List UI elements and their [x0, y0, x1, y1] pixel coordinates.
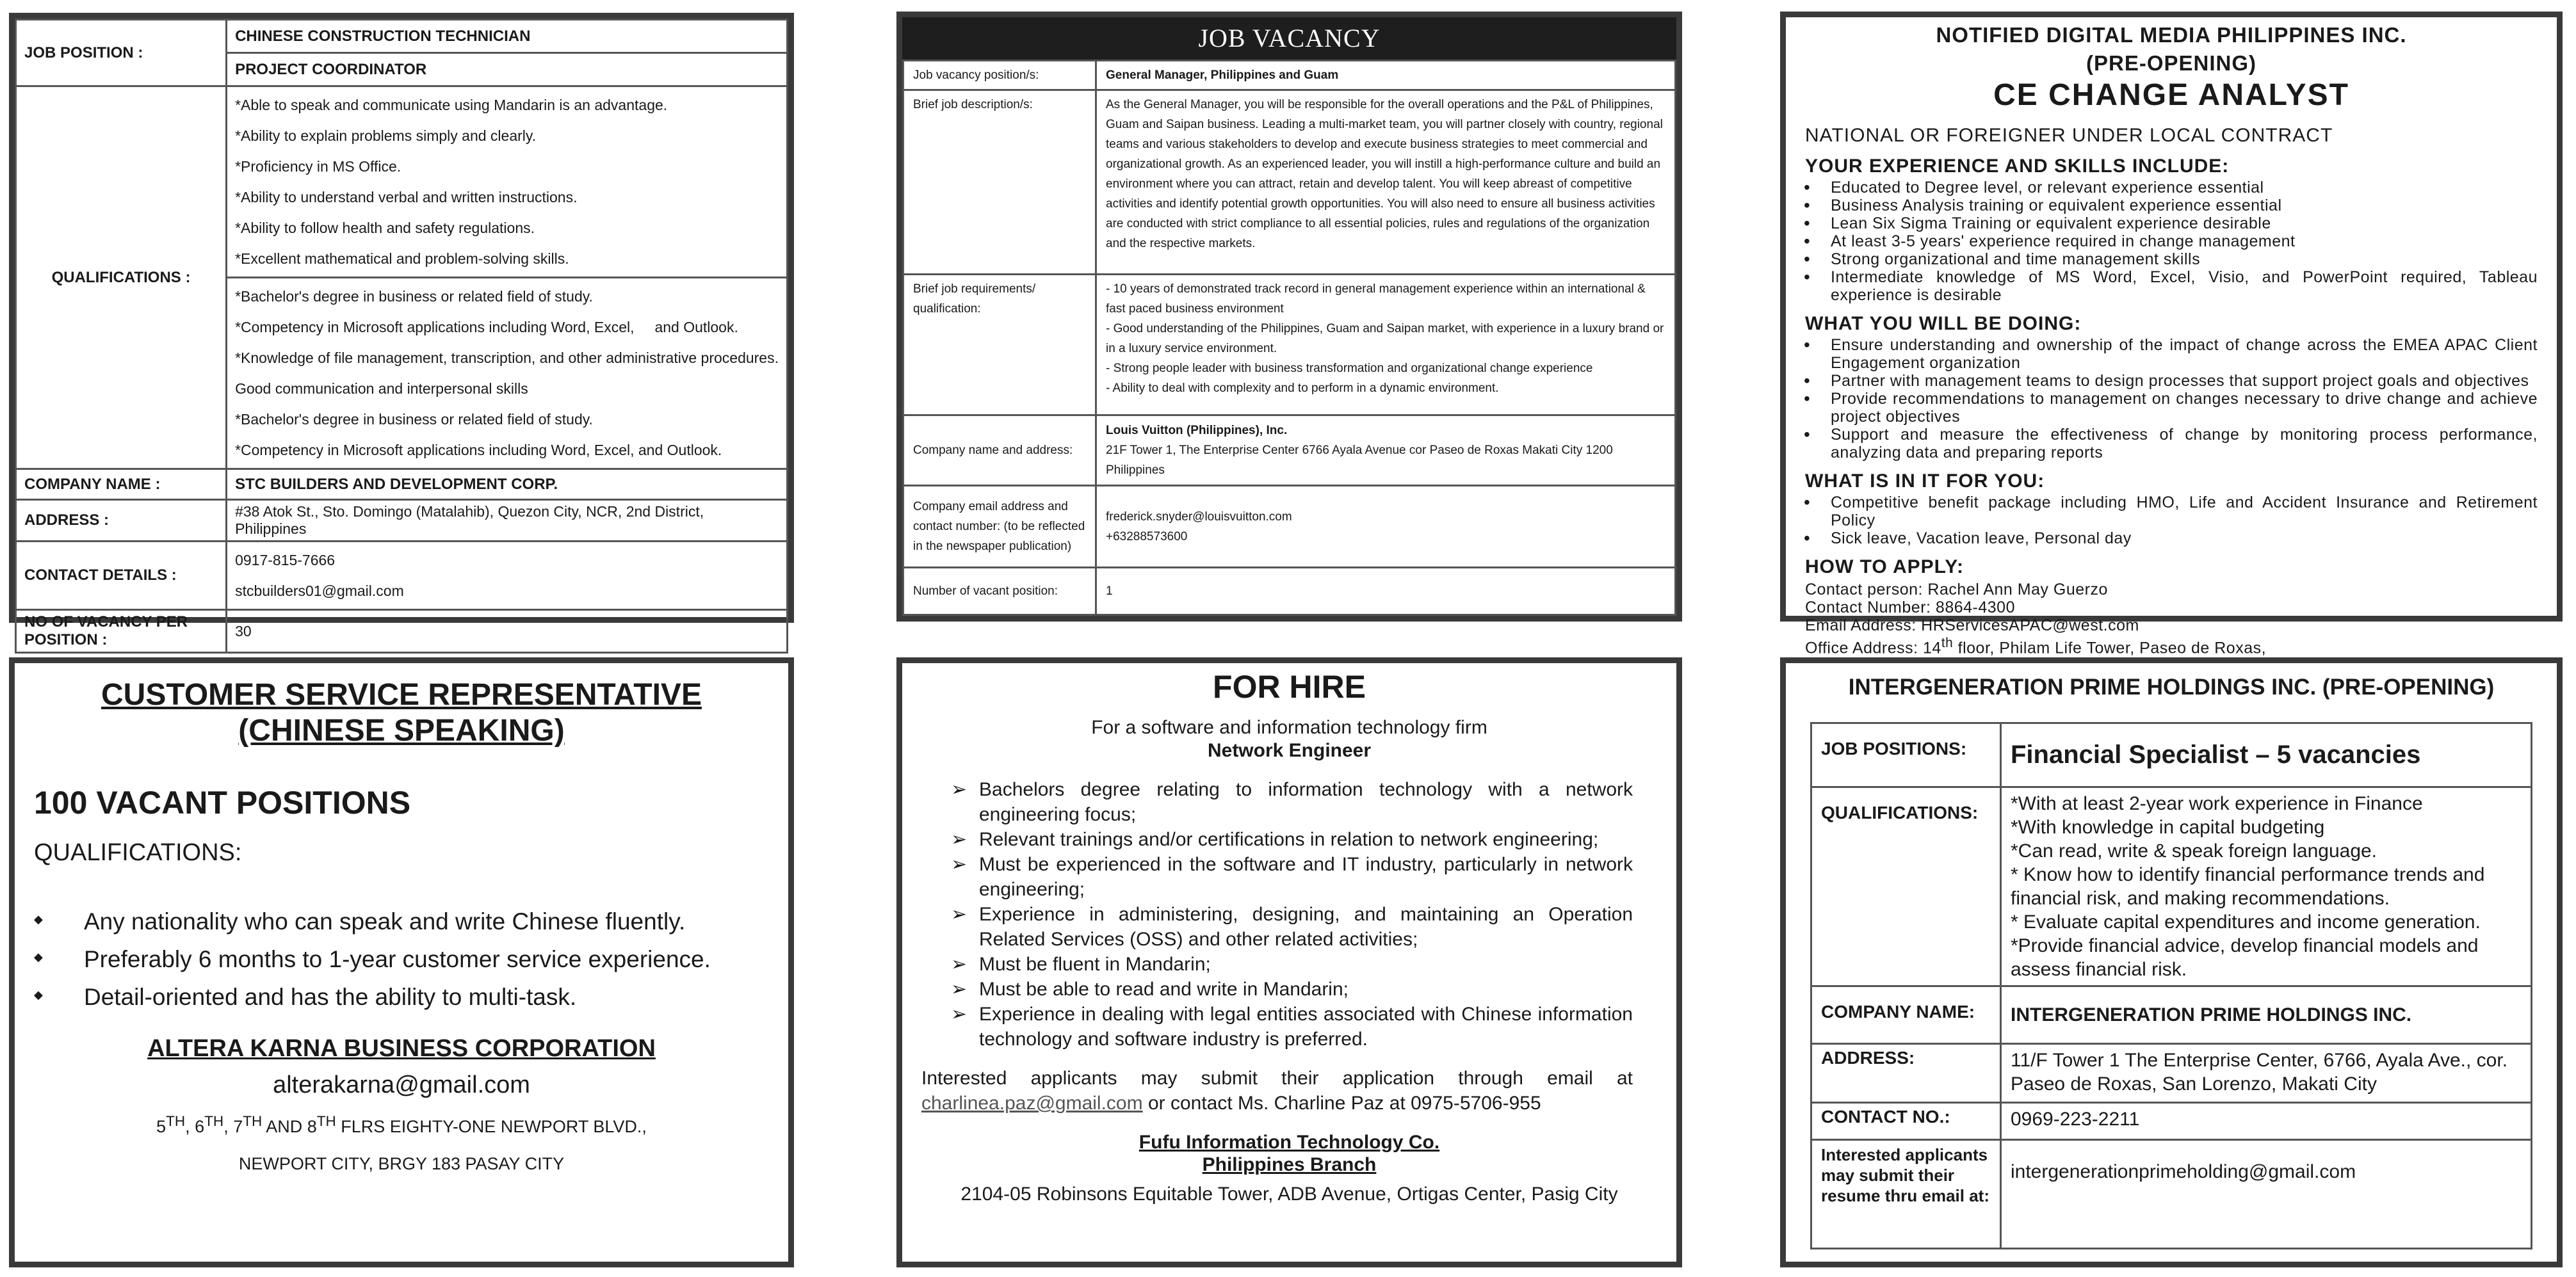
- list-item: • Educated to Degree level, or relevant experience essential: [1831, 179, 2538, 197]
- list-item: ➢ Bachelors degree relating to information technology with a network engineering focus;: [979, 777, 1633, 827]
- requirement-item: - Ability to deal with complexity and to perform in a dynamic environment.: [1106, 381, 1499, 395]
- requirement-item: - Strong people leader with business transformation and organizational change experience: [1106, 361, 1593, 375]
- office-address-b: floor, Philam Life Tower, Paseo de Roxas,: [1953, 639, 2267, 657]
- addr-sup: TH: [166, 1113, 186, 1129]
- list-item: • Support and measure the effectiveness of change by monitoring process performance, analyzing data and preparing reports: [1831, 426, 2538, 462]
- skills-list: [1831, 179, 2538, 304]
- qualification-item: *Bachelor's degree in business or related field of study.: [235, 411, 593, 428]
- list-item: ➢ Must be able to read and write in Mandarin;: [979, 977, 1633, 1002]
- company-info: [1096, 415, 1676, 486]
- contact-value: 0969-223-2211: [2001, 1103, 2532, 1140]
- requirement-item: - 10 years of demonstrated track record in general management experience within an international & fast paced business environment: [1106, 282, 1646, 316]
- addr-part: , 7: [223, 1117, 243, 1136]
- requirements-value: [1096, 274, 1676, 415]
- position-value: Financial Specialist – 5 vacancies: [2001, 723, 2532, 787]
- qualification-item: *Ability to understand verbal and written instructions.: [235, 189, 578, 205]
- requirements-label: Brief job requirements/ qualification:: [903, 274, 1096, 415]
- vacant-value: 1: [1096, 568, 1676, 615]
- position-2: PROJECT COORDINATOR: [227, 53, 788, 86]
- company-phone: +63288573600: [1106, 529, 1188, 543]
- instruction-text: Interested applicants may submit their application through email at: [921, 1068, 1633, 1089]
- position-value: General Manager, Philippines and Guam: [1096, 61, 1676, 90]
- qualification-item: Good communication and interpersonal skills: [235, 380, 528, 397]
- company-title: NOTIFIED DIGITAL MEDIA PHILIPPINES INC.: [1936, 23, 2407, 47]
- qualification-item: *Ability to explain problems simply and clearly.: [235, 127, 537, 144]
- vacancy-value: 30: [227, 610, 788, 653]
- company-name: [902, 1131, 1676, 1176]
- list-item: • Competitive benefit package including HMO, Life and Accident Insurance and Retirement Policy: [1831, 494, 2538, 529]
- benefits-list: [1831, 494, 2538, 547]
- company-email: alterakarna@gmail.com: [273, 1072, 530, 1098]
- list-item: ➢ Experience in dealing with legal entities associated with Chinese information technology and software industry is preferred.: [979, 1002, 1633, 1052]
- email-value: intergenerationprimeholding@gmail.com: [2001, 1140, 2532, 1249]
- job-position-label: JOB POSITION :: [16, 20, 227, 86]
- qualification-item: *Provide financial advice, develop financial models and assess financial risk.: [2011, 935, 2479, 980]
- qualification-item: *Bachelor's degree in business or related field of study.: [235, 288, 593, 305]
- company-value: INTERGENERATION PRIME HOLDINGS INC.: [2001, 986, 2532, 1044]
- company-address: 21F Tower 1, The Enterprise Center 6766 Ayala Avenue cor Paseo de Roxas Makati City 1200 Philippines: [1106, 444, 1613, 477]
- qualifications-group-1: [227, 86, 788, 278]
- contact-label: CONTACT DETAILS :: [16, 542, 227, 610]
- addr-sup: TH: [316, 1113, 336, 1129]
- addr-part: AND 8: [262, 1117, 317, 1136]
- list-item: • At least 3-5 years' experience required in change management: [1831, 232, 2538, 250]
- contact-details: [227, 542, 788, 610]
- office-address-sup: th: [1941, 636, 1954, 650]
- section-heading: WHAT IS IN IT FOR YOU:: [1805, 470, 2045, 492]
- job-table: [15, 19, 788, 654]
- qualification-item: *With at least 2-year work experience in Finance: [2011, 793, 2423, 814]
- section-heading: HOW TO APPLY:: [1805, 556, 1964, 577]
- list-item: • Ensure understanding and ownership of the impact of change across the EMEA APAC Client Engagement organization: [1831, 336, 2538, 372]
- job-subtitle: (CHINESE SPEAKING): [238, 714, 565, 748]
- list-item: • Partner with management teams to design processes that support project goals and objectives: [1831, 372, 2538, 390]
- job-ad-louis-vuitton: [896, 12, 1682, 622]
- duties-list: [1831, 336, 2538, 462]
- qualifications-heading: QUALIFICATIONS:: [34, 839, 242, 866]
- list-item: ➢ Must be fluent in Mandarin;: [979, 952, 1633, 977]
- address-line-2: NEWPORT CITY, BRGY 183 PASAY CITY: [238, 1154, 565, 1173]
- company-name: Louis Vuitton (Philippines), Inc.: [1106, 424, 1288, 437]
- qualification-item: * Evaluate capital expenditures and income generation.: [2011, 912, 2481, 933]
- contact-email: stcbuilders01@gmail.com: [235, 582, 404, 599]
- qualification-item: *Ability to follow health and safety regulations.: [235, 220, 535, 236]
- qualification-item: * Know how to identify financial performance trends and financial risk, and making recommendations.: [2011, 864, 2485, 909]
- list-item: • Sick leave, Vacation leave, Personal day: [1831, 529, 2538, 547]
- email-label: Company email address and contact number: (to be reflected in the newspaper publication): [903, 486, 1096, 568]
- application-instructions: [921, 1066, 1633, 1116]
- contact-label: CONTACT NO.:: [1811, 1103, 2001, 1140]
- list-item: • Provide recommendations to management on changes necessary to drive change and achieve project objectives: [1831, 390, 2538, 426]
- list-item: ➢ Experience in administering, designing, and maintaining an Operation Related Services (OSS) and other related activities;: [979, 902, 1633, 952]
- list-item: • Intermediate knowledge of MS Word, Excel, Visio, and PowerPoint required, Tableau experience is desirable: [1831, 268, 2538, 304]
- requirements-list: [979, 777, 1633, 1052]
- vacancy-label: NO OF VACANCY PER POSITION :: [16, 610, 227, 653]
- list-item: ◆ Detail-oriented and has the ability to multi-task.: [34, 978, 788, 1016]
- company-label: COMPANY NAME :: [16, 469, 227, 500]
- positions-label: JOB POSITIONS:: [1811, 723, 2001, 787]
- position-1: CHINESE CONSTRUCTION TECHNICIAN: [227, 20, 788, 53]
- list-item: ◆ Preferably 6 months to 1-year customer service experience.: [34, 940, 788, 978]
- job-title: CUSTOMER SERVICE REPRESENTATIVE: [101, 678, 702, 712]
- list-item: ➢ Must be experienced in the software and IT industry, particularly in network engineering;: [979, 852, 1633, 902]
- firm-description: For a software and information technology firm: [1091, 717, 1487, 738]
- qualifications-group-2: [227, 278, 788, 469]
- office-address: [1805, 634, 2538, 657]
- contact-email: Email Address: HRServicesAPAC@west.com: [1805, 616, 2139, 634]
- addr-sup: TH: [243, 1113, 263, 1129]
- position-name: Network Engineer: [1207, 740, 1372, 761]
- address-line-1: [15, 1103, 788, 1145]
- email-info: [1096, 486, 1676, 568]
- description-value: As the General Manager, you will be responsible for the overall operations and the P&L of Philippines, Guam and Saipan business. Leading a multi-market team, you will partner closely with country, regional teams and various stakeholders to develop and execute business strategies to meet commercial and organizational growth. As an experienced leader, you will instill a high-performance culture and build an environment where you can attract, retain and develop talent. You will keep abreast of competitive activities and identify potential growth opportunities. You will also need to ensure all business activities are conducted with strict compliance to all essential policies, rules and regulations of the organization and the respective markets.: [1096, 90, 1676, 275]
- job-ad-stc-builders: [9, 13, 794, 648]
- qualification-item: *Competency in Microsoft applications including Word, Excel, and Outlook.: [235, 442, 722, 458]
- contact-phone: 0917-815-7666: [235, 552, 336, 568]
- qualification-item: *Competency in Microsoft applications including Word, Excel, and Outlook.: [235, 319, 738, 335]
- addr-part: 5: [156, 1117, 166, 1136]
- job-vacancy-header: JOB VACANCY: [902, 17, 1676, 60]
- contact-number: Contact Number: 8864-4300: [1805, 598, 2015, 616]
- company-address: 2104-05 Robinsons Equitable Tower, ADB Avenue, Ortigas Center, Pasig City: [960, 1184, 1618, 1205]
- requirement-item: - Good understanding of the Philippines, Guam and Saipan market, with experience in a luxury brand or in a luxury service environment.: [1106, 321, 1664, 355]
- company-title: INTERGENERATION PRIME HOLDINGS INC. (PRE-OPENING): [1848, 675, 2495, 700]
- company-line-2: Philippines Branch: [1202, 1154, 1377, 1175]
- list-item: ➢ Relevant trainings and/or certifications in relation to network engineering;: [979, 827, 1633, 852]
- job-table: [1810, 722, 2532, 1249]
- addr-part: , 6: [185, 1117, 205, 1136]
- address-value: 11/F Tower 1 The Enterprise Center, 6766, Ayala Ave., cor. Paseo de Roxas, San Lorenzo, Makati City: [2001, 1044, 2532, 1103]
- addr-sup: TH: [204, 1113, 224, 1129]
- list-item: • Business Analysis training or equivalent experience essential: [1831, 197, 2538, 214]
- qualification-item: *Knowledge of file management, transcription, and other administrative procedures.: [235, 349, 779, 366]
- email-link[interactable]: charlinea.paz@gmail.com: [921, 1093, 1143, 1114]
- qualifications-label: QUALIFICATIONS :: [16, 86, 227, 469]
- vacant-label: Number of vacant position:: [903, 568, 1096, 615]
- qualification-item: *Excellent mathematical and problem-solving skills.: [235, 250, 569, 267]
- job-title: FOR HIRE: [1213, 669, 1366, 705]
- description-label: Brief job description/s:: [903, 90, 1096, 275]
- company-email: frederick.snyder@louisvuitton.com: [1106, 510, 1292, 524]
- job-table: [902, 60, 1676, 616]
- email-label: Interested applicants may submit their resume thru email at:: [1811, 1140, 2001, 1249]
- addr-part: FLRS EIGHTY-ONE NEWPORT BLVD.,: [336, 1117, 647, 1136]
- job-ad-fufu: [896, 657, 1682, 1267]
- address-value: #38 Atok St., Sto. Domingo (Matalahib), Quezon City, NCR, 2nd District, Philippines: [227, 500, 788, 542]
- address-label: ADDRESS:: [1811, 1044, 2001, 1103]
- qualification-item: *With knowledge in capital budgeting: [2011, 817, 2325, 838]
- position-label: Job vacancy position/s:: [903, 61, 1096, 90]
- qualifications-value: [2001, 787, 2532, 986]
- qualification-item: *Can read, write & speak foreign language.: [2011, 840, 2378, 862]
- list-item: • Strong organizational and time management skills: [1831, 250, 2538, 268]
- qualifications-list: [34, 903, 788, 1016]
- job-ad-notified-digital-media: [1780, 12, 2563, 657]
- qualification-item: *Able to speak and communicate using Mandarin is an advantage.: [235, 97, 668, 113]
- job-ad-altera-karna: [9, 657, 794, 1267]
- company-label: COMPANY NAME:: [1811, 986, 2001, 1044]
- company-line-1: Fufu Information Technology Co.: [1138, 1132, 1440, 1153]
- list-item: ◆ Any nationality who can speak and write Chinese fluently.: [34, 903, 788, 940]
- contract-type: NATIONAL OR FOREIGNER UNDER LOCAL CONTRACT: [1805, 125, 2333, 146]
- qualification-item: *Proficiency in MS Office.: [235, 158, 401, 175]
- company-name: STC BUILDERS AND DEVELOPMENT CORP.: [227, 469, 788, 500]
- section-heading: WHAT YOU WILL BE DOING:: [1805, 313, 2082, 334]
- company-name: ALTERA KARNA BUSINESS CORPORATION: [147, 1035, 656, 1062]
- company-label: Company name and address:: [903, 415, 1096, 486]
- address-label: ADDRESS :: [16, 500, 227, 542]
- contact-person: Contact person: Rachel Ann May Guerzo: [1805, 581, 2108, 598]
- qualifications-label: QUALIFICATIONS:: [1811, 787, 2001, 986]
- vacant-positions: 100 VACANT POSITIONS: [34, 785, 411, 821]
- instruction-text: or contact Ms. Charline Paz at 0975-5706-955: [1142, 1093, 1541, 1114]
- pre-opening-label: (PRE-OPENING): [2086, 51, 2256, 75]
- office-address-a: Office Address: 14: [1805, 639, 1941, 657]
- section-heading: YOUR EXPERIENCE AND SKILLS INCLUDE:: [1805, 156, 2230, 177]
- list-item: • Lean Six Sigma Training or equivalent experience desirable: [1831, 214, 2538, 232]
- job-title: CE CHANGE ANALYST: [1993, 78, 2349, 112]
- job-ad-intergeneration: [1780, 657, 2563, 1267]
